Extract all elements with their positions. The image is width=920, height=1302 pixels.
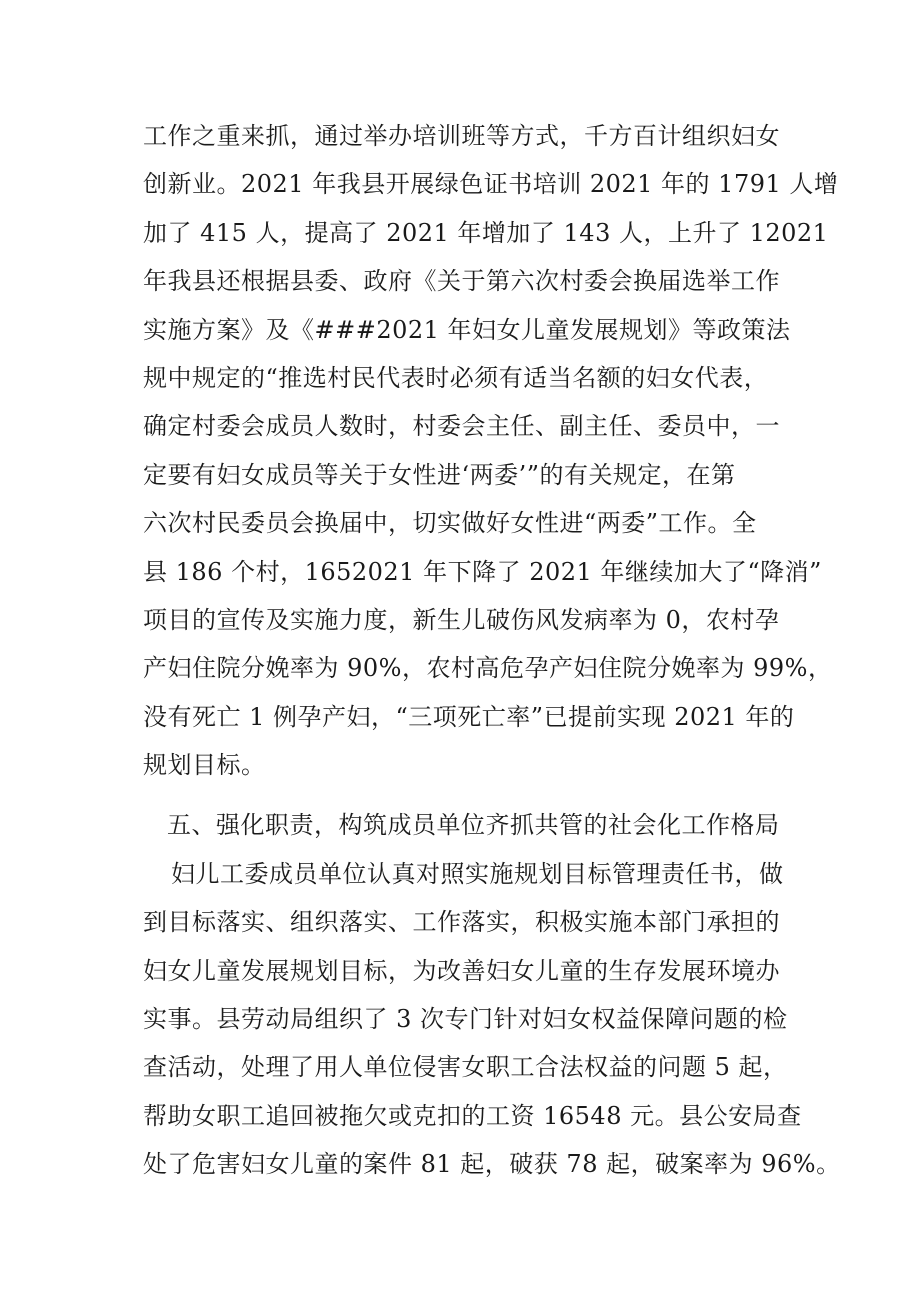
text-line: 规划目标。: [143, 751, 266, 780]
text-line: 到目标落实、组织落实、工作落实，积极实施本部门承担的: [143, 908, 780, 937]
text-line: 实事。县劳动局组织了 3 次专门针对妇女权益保障问题的检: [143, 1005, 788, 1034]
text-line: 妇女儿童发展规划目标，为改善妇女儿童的生存发展环境办: [143, 956, 780, 985]
text-line: 没有死亡 1 例孕产妇，“三项死亡率”已提前实现 2021 年的: [143, 702, 795, 731]
body-text: [143, 112, 841, 1189]
text-line: 确定村委会成员人数时，村委会主任、副主任、委员中，一: [143, 412, 780, 441]
text-line: 年我县还根据县委、政府《关于第六次村委会换届选举工作: [143, 267, 780, 296]
text-line: 创新业。2021 年我县开展绿色证书培训 2021 年的 1791 人增: [143, 170, 839, 199]
text-line: 县 186 个村，1652021 年下降了 2021 年继续加大了“降消”: [143, 557, 822, 586]
text-line: 处了危害妇女儿童的案件 81 起，破获 78 起，破案率为 96%。: [143, 1150, 841, 1179]
text-line: 实施方案》及《###2021 年妇女儿童发展规划》等政策法: [143, 315, 791, 344]
text-line: 项目的宣传及实施力度，新生儿破伤风发病率为 0，农村孕: [143, 605, 780, 634]
text-line: 工作之重来抓，通过举办培训班等方式，千方百计组织妇女: [143, 122, 780, 150]
text-line: 六次村民委员会换届中，切实做好女性进“两委”工作。全: [143, 509, 757, 538]
text-line: 规中规定的“推选村民代表时必须有适当名额的妇女代表，: [143, 363, 769, 392]
text-line: 产妇住院分娩率为 90%，农村高危孕产妇住院分娩率为 99%，: [143, 654, 833, 683]
text-line: 帮助女职工追回被拖欠或克扣的工资 16548 元。县公安局查: [143, 1101, 802, 1130]
paragraph-first-line: 妇儿工委成员单位认真对照实施规划目标管理责任书，做: [171, 859, 784, 888]
text-line: 定要有妇女成员等关于女性进‘两委’”的有关规定，在第: [143, 460, 736, 489]
text-line: 查活动，处理了用人单位侵害女职工合法权益的问题 5 起，: [143, 1053, 788, 1082]
text-line: 加了 415 人，提高了 2021 年增加了 143 人，上升了 12021: [143, 218, 829, 247]
section-heading: 五、强化职责，构筑成员单位齐抓共管的社会化工作格局: [167, 811, 780, 840]
